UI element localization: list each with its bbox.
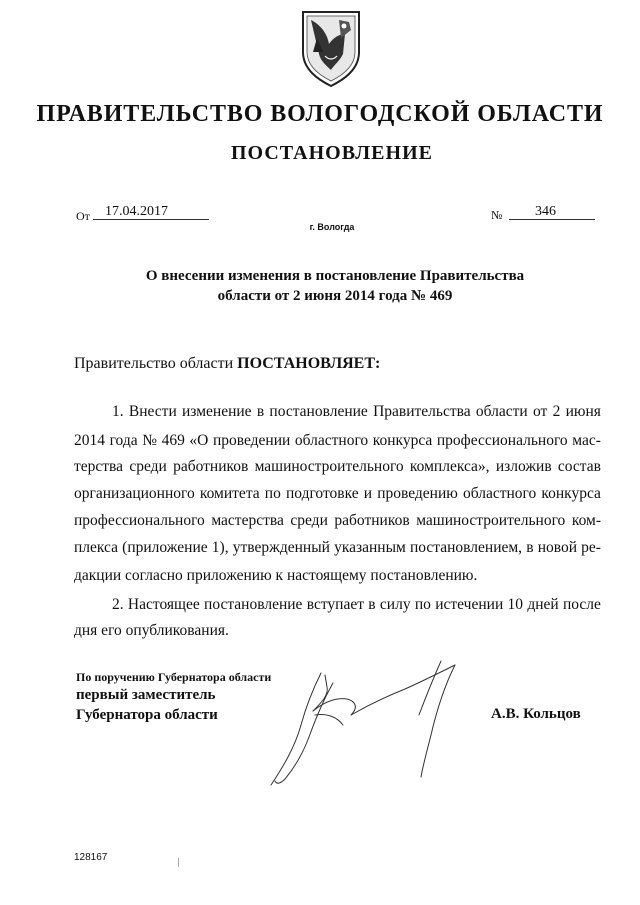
word: Внести — [128, 403, 177, 420]
word: по — [414, 596, 431, 613]
paragraph-line — [74, 621, 601, 641]
word: по — [264, 485, 281, 502]
word: указанным — [334, 539, 406, 556]
paragraph-line — [112, 402, 601, 422]
word: 1. — [112, 403, 124, 420]
subject-line: области от 2 июня 2014 года № 469 — [217, 288, 453, 304]
word: постановление — [204, 596, 303, 613]
word: машиностроительного — [416, 512, 566, 529]
word: в — [256, 403, 265, 420]
word: организационного — [74, 485, 195, 502]
word: комплекса», — [409, 458, 490, 475]
handwritten-signature — [255, 655, 470, 790]
word: машиностроительного — [254, 458, 404, 475]
word: мас- — [572, 432, 601, 449]
decree-prefix: Правительство области — [74, 355, 238, 372]
word: вступает — [306, 596, 364, 613]
word: дней — [527, 596, 559, 613]
word: изложив — [495, 458, 552, 475]
paragraph-line — [112, 595, 601, 615]
word: конкурса — [541, 485, 601, 502]
word: 2014 — [74, 432, 105, 449]
document-date: 17.04.2017 — [93, 204, 209, 220]
word: новой — [537, 539, 578, 556]
signatory-line: Губернатора области — [76, 707, 218, 723]
word: утвержденный — [232, 539, 330, 556]
word: подготовке — [285, 485, 359, 502]
document-code: 128167 — [74, 852, 108, 863]
word: 1), — [211, 539, 229, 556]
word: дакции согласно приложению к настоящему постановлению. — [74, 567, 478, 584]
subject-line: О внесении изменения в постановление Правительства — [145, 268, 525, 284]
word: дня его опубликования. — [74, 622, 229, 639]
word: комитета — [199, 485, 260, 502]
word: от — [532, 403, 548, 420]
word: изменение — [182, 403, 252, 420]
word: июня — [565, 403, 601, 420]
paragraph-line — [74, 457, 601, 477]
signatory-block — [76, 669, 271, 725]
word: № — [142, 432, 157, 449]
signatory-name: А.В. Кольцов — [491, 706, 581, 722]
word: и — [363, 485, 373, 502]
government-title: ПРАВИТЕЛЬСТВО ВОЛОГОДСКОЙ ОБЛАСТИ — [36, 101, 604, 127]
word: силу — [379, 596, 411, 613]
word: (приложение — [122, 539, 208, 556]
word: ком- — [571, 512, 601, 529]
signatory-line: первый заместитель — [76, 687, 216, 703]
word: Правительства — [373, 403, 471, 420]
word: 469 — [161, 432, 185, 449]
word: работников — [334, 512, 410, 529]
document-subject — [80, 266, 590, 306]
word: Настоящее — [127, 596, 200, 613]
number-label: № — [491, 208, 503, 222]
word: 2 — [552, 403, 561, 420]
word: областного — [462, 485, 537, 502]
word: терства — [74, 458, 124, 475]
word: проведении — [212, 432, 291, 449]
word: после — [563, 596, 601, 613]
word: среди — [129, 458, 167, 475]
word: в — [368, 596, 376, 613]
margin-mark — [178, 858, 179, 867]
word: плекса — [74, 539, 119, 556]
word: области — [475, 403, 528, 420]
word: областного — [294, 432, 369, 449]
word: профессионального — [436, 432, 568, 449]
paragraph-line — [74, 538, 601, 558]
document-type-heading: ПОСТАНОВЛЕНИЕ — [231, 142, 433, 164]
word: мастерства — [211, 512, 284, 529]
paragraph-line — [74, 511, 601, 531]
decree-statement — [74, 354, 380, 374]
word: «О — [189, 432, 209, 449]
word: 2. — [112, 596, 124, 613]
word: среди — [290, 512, 328, 529]
paragraph-line — [74, 566, 601, 586]
word: ре- — [581, 539, 601, 556]
word: работников — [173, 458, 249, 475]
paragraph-line — [74, 431, 601, 451]
word: профессионального — [74, 512, 205, 529]
word: конкурса — [372, 432, 433, 449]
paragraph-line — [74, 484, 601, 504]
word: года — [109, 432, 138, 449]
word: проведению — [377, 485, 458, 502]
decree-verb: ПОСТАНОВЛЯЕТ: — [237, 355, 381, 372]
word: постановление — [269, 403, 368, 420]
word: в — [526, 539, 534, 556]
coat-of-arms-emblem — [299, 8, 363, 88]
word: истечении — [435, 596, 504, 613]
word: состав — [557, 458, 601, 475]
date-label: От — [76, 209, 90, 223]
city-label: г. Вологда — [309, 222, 355, 232]
word: постановлением, — [409, 539, 523, 556]
document-number: 346 — [509, 204, 595, 220]
word: 10 — [507, 596, 524, 613]
signatory-line: По поручению Губернатора области — [76, 670, 272, 684]
